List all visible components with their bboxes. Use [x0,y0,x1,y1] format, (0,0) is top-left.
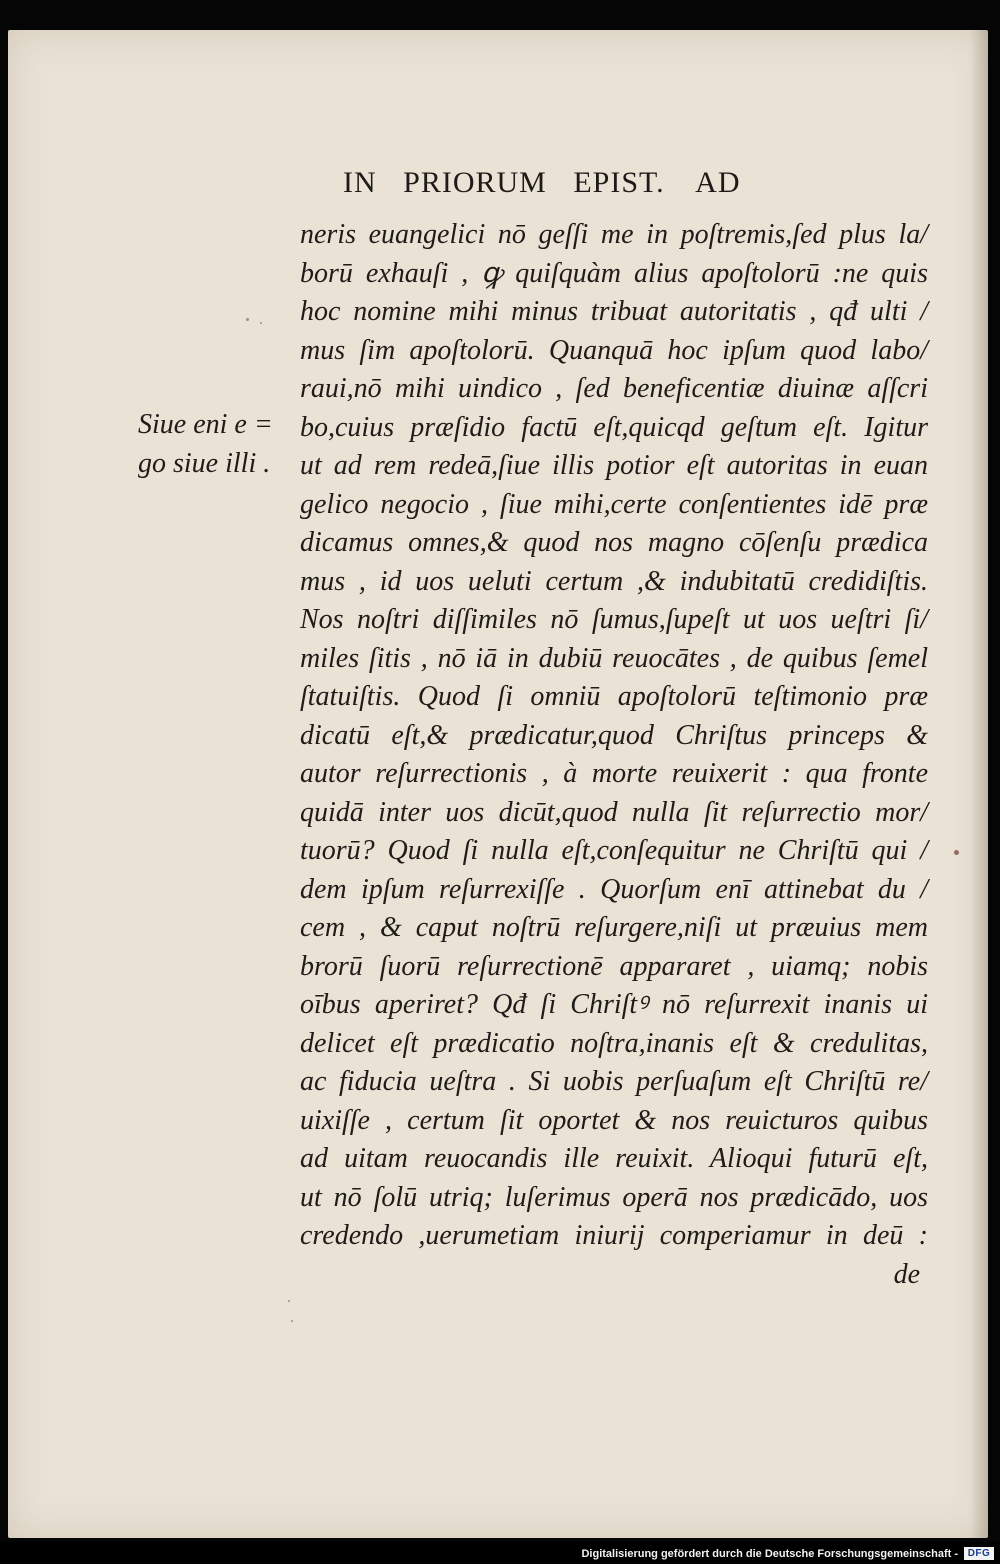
text-line: mus , id uos ueluti certum ,& indubitatū credidiſtis. [300,565,928,597]
text-line: uixiſſe , certum ſit oportet & nos reuicturos quibus [300,1104,928,1136]
text-line: quidā inter uos dicūt,quod nulla ſit reſurrectio mor/ [300,796,928,828]
text-line: tuorū? Quod ſi nulla eſt,conſequitur ne Chriſtū qui / [300,835,928,866]
running-head-word: EPIST. [573,166,665,199]
ink-speck [954,850,959,855]
marginal-note [138,406,288,483]
dfg-logo-icon: DFG [964,1547,994,1560]
text-line: ut ad rem redeā,ſiue illis potior eſt autoritas in euan [300,450,928,481]
text-line: ac fiducia ueſtra . Si uobis perſuaſum eſt Chriſtū re/ [300,1066,928,1097]
text-line: raui,nō mihi uindico , ſed beneficentiæ diuinæ aſſcri [300,373,928,404]
ink-speck [288,1300,290,1302]
text-line: ſtatuiſtis. Quod ſi omniū apoſtolorū teſtimonio præ [300,681,928,712]
text-line: delicet eſt prædicatio noſtra,inanis eſt & credulitas, [300,1027,928,1059]
text-line: ut nō ſolū utriq; luſerimus operā nos prædicādo, uos [300,1181,928,1213]
text-line: cem , & caput noſtrū reſurgere,niſi ut præuius mem [300,912,928,943]
text-line: credendo ,uerumetiam iniurij comperiamur in deū : [300,1220,928,1251]
text-line: brorū ſuorū reſurrectionē appararet , uiamq; nobis [300,950,928,982]
body-text [300,216,928,1294]
ink-speck [260,322,262,324]
running-head [343,166,803,200]
marginal-note-line: go siue illi . [138,447,271,479]
running-head-word: AD [695,166,741,199]
running-head-word: IN [343,166,377,199]
text-line: autor reſurrectionis , à morte reuixerit : qua fronte [300,758,928,789]
running-head-word: PRIORUM [403,166,547,199]
text-line: gelico negocio , ſiue mihi,certe conſentientes idē præ [300,488,928,520]
text-line: Nos noſtri diſſimiles nō ſumus,ſupeſt ut uos ueſtri ſi/ [300,604,928,635]
ink-speck [291,1320,293,1322]
marginal-note-line: Siue eni e = [138,409,273,440]
text-line: dem ipſum reſurrexiſſe . Quorſum enī attinebat du / [300,873,928,905]
text-line: hoc nomine mihi minus tribuat autoritatis , qđ ulti / [300,296,928,327]
ink-speck [246,318,249,321]
text-line: dicamus omnes,& quod nos magno cōſenſu prædica [300,527,928,558]
text-line: borū exhauſi , ꝙ quiſquàm alius apoſtolorū :ne quis [300,257,928,289]
text-line: neris euangelici nō geſſi me in poſtremis,ſed plus la/ [300,219,928,250]
text-line: ad uitam reuocandis ille reuixit. Alioqui futurū eſt, [300,1143,928,1174]
catchword: de [893,1258,920,1290]
text-line: mus ſim apoſtolorū. Quanquā hoc ipſum quod labo/ [300,334,928,366]
text-line: dicatū eſt,& prædicatur,quod Chriſtus princeps & [300,719,928,751]
funding-credit: Digitalisierung gefördert durch die Deutsche Forschungsgemeinschaft - [581,1548,958,1560]
footer-bar [0,1542,1000,1564]
text-line: bo,cuius præſidio factū eſt,quicqd geſtum eſt. Igitur [300,411,928,443]
text-line: oībus aperiret? Qđ ſi Chriſtꝰ nō reſurrexit inanis ui [300,989,928,1020]
text-line: miles ſitis , nō iā in dubiū reuocātes , de quibus ſemel [300,642,928,674]
